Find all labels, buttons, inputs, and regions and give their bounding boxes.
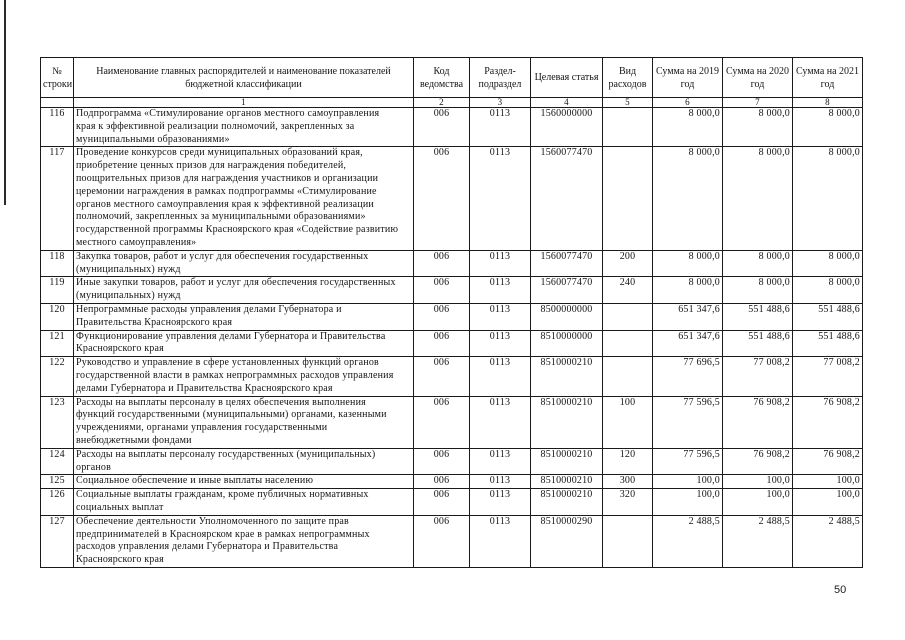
department-code-cell: 006 [414, 515, 470, 567]
row-name-cell [74, 330, 414, 357]
row-name-line: органов местного самоуправления края к эффективной реализации [76, 198, 374, 210]
table-row [41, 448, 863, 475]
section-code-cell: 0113 [470, 277, 531, 304]
row-number-cell: 125 [41, 475, 74, 489]
sum-2021-cell: 8 000,0 [793, 277, 863, 304]
expense-type-cell [603, 303, 653, 330]
row-name-line: церемонии награждения в рамках подпрограммы «Стимулирование [76, 185, 377, 197]
section-code-cell: 0113 [470, 448, 531, 475]
row-number-cell: 117 [41, 147, 74, 250]
row-name-cell [74, 489, 414, 516]
sum-2019-cell: 8 000,0 [653, 108, 723, 147]
row-number-cell: 118 [41, 250, 74, 277]
row-name-line: Подпрограмма «Стимулирование органов местного самоуправления [76, 108, 380, 119]
header-row [41, 58, 863, 98]
table-row [41, 330, 863, 357]
row-name-cell [74, 475, 414, 489]
expense-type-cell: 300 [603, 475, 653, 489]
row-number-cell: 124 [41, 448, 74, 475]
row-name-cell [74, 108, 414, 147]
sum-2021-cell: 100,0 [793, 475, 863, 489]
expense-type-cell [603, 147, 653, 250]
sum-2021-cell: 100,0 [793, 489, 863, 516]
target-item-cell: 1560077470 [531, 277, 603, 304]
sum-2019-cell: 651 347,6 [653, 330, 723, 357]
sum-2019-cell: 8 000,0 [653, 250, 723, 277]
expense-type-cell: 320 [603, 489, 653, 516]
sum-2019-cell: 8 000,0 [653, 147, 723, 250]
row-name-line: муниципальными образованиями» [76, 133, 230, 145]
column-number: 8 [793, 98, 863, 108]
column-number: 7 [723, 98, 793, 108]
expense-type-cell: 100 [603, 396, 653, 448]
row-number-cell: 120 [41, 303, 74, 330]
row-name-line: предпринимателей в Красноярском крае в рамках непрограммных [76, 528, 370, 540]
target-item-cell: 8510000290 [531, 515, 603, 567]
department-code-cell: 006 [414, 108, 470, 147]
expense-type-cell: 240 [603, 277, 653, 304]
row-number-cell: 116 [41, 108, 74, 147]
row-number-cell: 127 [41, 515, 74, 567]
sum-2021-cell: 77 008,2 [793, 357, 863, 396]
target-item-cell: 8510000210 [531, 357, 603, 396]
department-code-cell: 006 [414, 277, 470, 304]
table-row [41, 303, 863, 330]
row-number-cell: 119 [41, 277, 74, 304]
row-name-line: функций государственными (муниципальными) органами, казенными [76, 409, 387, 421]
page-number: 50 [834, 584, 847, 596]
section-code-cell: 0113 [470, 147, 531, 250]
table-header [41, 58, 863, 108]
expense-type-cell [603, 330, 653, 357]
target-item-cell: 1560077470 [531, 250, 603, 277]
column-number: 6 [653, 98, 723, 108]
row-name-line: Иные закупки товаров, работ и услуг для обеспечения государственных [76, 277, 396, 289]
sum-2021-cell: 551 488,6 [793, 303, 863, 330]
sum-2020-cell: 76 908,2 [723, 448, 793, 475]
department-code-cell: 006 [414, 396, 470, 448]
sum-2019-cell: 77 596,5 [653, 396, 723, 448]
department-code-cell: 006 [414, 489, 470, 516]
column-number: 1 [74, 98, 414, 108]
row-name-line: Непрограммные расходы управления делами Губернатора и [76, 303, 342, 315]
header-sum-2021: Сумма на 2021 год [793, 58, 863, 98]
sum-2019-cell: 77 596,5 [653, 448, 723, 475]
sum-2020-cell: 2 488,5 [723, 515, 793, 567]
row-name-line: (муниципальных) нужд [76, 263, 181, 275]
row-name-cell [74, 277, 414, 304]
sum-2019-cell: 77 696,5 [653, 357, 723, 396]
column-number-empty [41, 98, 74, 108]
row-number-cell: 121 [41, 330, 74, 357]
sum-2019-cell: 8 000,0 [653, 277, 723, 304]
department-code-cell: 006 [414, 475, 470, 489]
section-code-cell: 0113 [470, 357, 531, 396]
section-code-cell: 0113 [470, 108, 531, 147]
row-name-line: делами Губернатора и Правительства Красноярского края [76, 382, 333, 394]
table-row [41, 396, 863, 448]
header-department-code: Код ведомства [414, 58, 470, 98]
table-row [41, 489, 863, 516]
table-row [41, 250, 863, 277]
expense-type-cell [603, 515, 653, 567]
row-name-cell [74, 303, 414, 330]
sum-2020-cell: 551 488,6 [723, 330, 793, 357]
row-name-line: Закупка товаров, работ и услуг для обеспечения государственных [76, 250, 369, 262]
target-item-cell: 8510000210 [531, 396, 603, 448]
row-name-line: края к эффективной реализации полномочий, закрепленных за [76, 120, 355, 132]
sum-2020-cell: 100,0 [723, 489, 793, 516]
header-target-item: Целевая статья [531, 58, 603, 98]
column-number: 3 [470, 98, 531, 108]
sum-2020-cell: 8 000,0 [723, 108, 793, 147]
row-name-line: социальных выплат [76, 501, 164, 513]
department-code-cell: 006 [414, 448, 470, 475]
row-name-line: поощрительных призов для награждения участников и организации [76, 172, 379, 184]
row-name-cell [74, 515, 414, 567]
row-name-line: Красноярского края [76, 343, 164, 355]
row-name-line: приобретение ценных призов для награждения победителей, [76, 160, 347, 172]
row-name-line: (муниципальных) нужд [76, 290, 181, 302]
section-code-cell: 0113 [470, 396, 531, 448]
row-name-line: Расходы на выплаты персоналу в целях обеспечения выполнения [76, 396, 366, 408]
sum-2021-cell: 8 000,0 [793, 108, 863, 147]
sum-2020-cell: 100,0 [723, 475, 793, 489]
row-name-line: государственной программы Красноярского края «Содействие развитию [76, 224, 399, 236]
target-item-cell: 1560077470 [531, 147, 603, 250]
sum-2021-cell: 76 908,2 [793, 448, 863, 475]
sum-2019-cell: 100,0 [653, 475, 723, 489]
column-number: 5 [603, 98, 653, 108]
row-name-line: государственной власти в рамках непрограммных расходов управления [76, 369, 394, 381]
row-name-line: Социальные выплаты гражданам, кроме публичных нормативных [76, 489, 369, 501]
department-code-cell: 006 [414, 330, 470, 357]
sum-2020-cell: 77 008,2 [723, 357, 793, 396]
row-name-line: местного самоуправления» [76, 236, 197, 248]
column-number: 2 [414, 98, 470, 108]
row-name-line: Обеспечение деятельности Уполномоченного по защите прав [76, 515, 349, 527]
target-item-cell: 8510000210 [531, 475, 603, 489]
table-row [41, 277, 863, 304]
header-sum-2019: Сумма на 2019 год [653, 58, 723, 98]
expense-type-cell [603, 357, 653, 396]
expense-type-cell: 200 [603, 250, 653, 277]
sum-2020-cell: 76 908,2 [723, 396, 793, 448]
sum-2021-cell: 551 488,6 [793, 330, 863, 357]
department-code-cell: 006 [414, 357, 470, 396]
row-name-cell [74, 147, 414, 250]
row-name-cell [74, 396, 414, 448]
sum-2021-cell: 2 488,5 [793, 515, 863, 567]
header-expense-type: Вид расходов [603, 58, 653, 98]
header-row-number: № строки [41, 58, 74, 98]
column-number-row [41, 98, 863, 108]
budget-table [40, 57, 863, 568]
sum-2021-cell: 8 000,0 [793, 147, 863, 250]
department-code-cell: 006 [414, 147, 470, 250]
row-name-cell [74, 250, 414, 277]
sum-2019-cell: 2 488,5 [653, 515, 723, 567]
row-name-line: Руководство и управление в сфере установленных функций органов [76, 357, 379, 369]
sum-2021-cell: 76 908,2 [793, 396, 863, 448]
target-item-cell: 8510000210 [531, 448, 603, 475]
table-row [41, 515, 863, 567]
expense-type-cell: 120 [603, 448, 653, 475]
section-code-cell: 0113 [470, 475, 531, 489]
sum-2020-cell: 8 000,0 [723, 147, 793, 250]
target-item-cell: 8510000210 [531, 489, 603, 516]
row-number-cell: 126 [41, 489, 74, 516]
sum-2020-cell: 8 000,0 [723, 250, 793, 277]
table-row [41, 108, 863, 147]
target-item-cell: 8510000000 [531, 330, 603, 357]
expense-type-cell [603, 108, 653, 147]
table-row [41, 147, 863, 250]
section-code-cell: 0113 [470, 303, 531, 330]
row-name-cell [74, 357, 414, 396]
target-item-cell: 1560000000 [531, 108, 603, 147]
row-name-line: Социальное обеспечение и иные выплаты населению [76, 475, 314, 487]
department-code-cell: 006 [414, 303, 470, 330]
row-name-line: внебюджетными фондами [76, 434, 192, 446]
row-name-line: полномочий, закрепленных за муниципальными образованиями» [76, 211, 366, 223]
section-code-cell: 0113 [470, 489, 531, 516]
row-number-cell: 123 [41, 396, 74, 448]
row-name-line: Красноярского края [76, 554, 164, 566]
sum-2019-cell: 651 347,6 [653, 303, 723, 330]
sum-2021-cell: 8 000,0 [793, 250, 863, 277]
section-code-cell: 0113 [470, 515, 531, 567]
row-name-line: Правительства Красноярского края [76, 316, 233, 328]
row-name-line: Расходы на выплаты персоналу государственных (муниципальных) [76, 448, 376, 460]
scan-edge-line [4, 0, 6, 205]
row-name-line: Проведение конкурсов среди муниципальных образований края, [76, 147, 363, 159]
header-name: Наименование главных распорядителей и наименование показателей бюджетной классификации [74, 58, 414, 98]
row-name-line: органов [76, 461, 112, 473]
header-sum-2020: Сумма на 2020 год [723, 58, 793, 98]
header-section-code: Раздел-подраздел [470, 58, 531, 98]
department-code-cell: 006 [414, 250, 470, 277]
column-number: 4 [531, 98, 603, 108]
row-number-cell: 122 [41, 357, 74, 396]
table-body [41, 108, 863, 568]
section-code-cell: 0113 [470, 250, 531, 277]
table-row [41, 475, 863, 489]
row-name-cell [74, 448, 414, 475]
row-name-line: учреждениями, органами управления государственными [76, 422, 328, 434]
table-row [41, 357, 863, 396]
sum-2019-cell: 100,0 [653, 489, 723, 516]
row-name-line: расходов управления делами Губернатора и Правительства [76, 541, 339, 553]
section-code-cell: 0113 [470, 330, 531, 357]
row-name-line: Функционирование управления делами Губернатора и Правительства [76, 330, 386, 342]
sum-2020-cell: 8 000,0 [723, 277, 793, 304]
sum-2020-cell: 551 488,6 [723, 303, 793, 330]
target-item-cell: 8500000000 [531, 303, 603, 330]
